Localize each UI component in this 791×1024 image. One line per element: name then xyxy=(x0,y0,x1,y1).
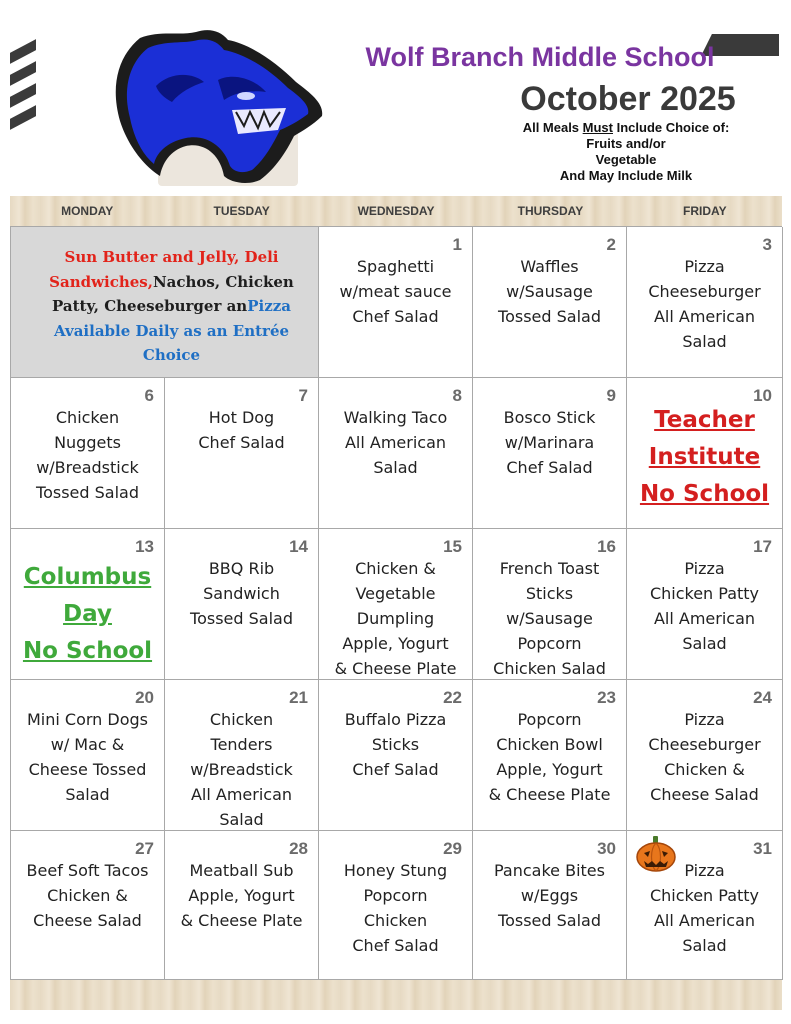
notice-line: No School xyxy=(22,638,153,664)
menu-items xyxy=(323,254,468,329)
menu-item: Pancake Bites xyxy=(494,861,605,880)
menu-item: w/Breadstick xyxy=(36,458,139,477)
day-cell xyxy=(319,378,473,529)
day-cell xyxy=(473,378,627,529)
day-cell xyxy=(319,529,473,680)
menu-item: w/Breadstick xyxy=(190,760,293,779)
menu-item: Salad xyxy=(65,785,110,804)
menu-item: w/ Mac & xyxy=(50,735,125,754)
menu-items xyxy=(477,405,622,480)
day-number: 3 xyxy=(762,235,772,254)
menu-items xyxy=(15,707,160,807)
day-cell xyxy=(627,680,783,831)
day-cell xyxy=(11,831,165,980)
menu-item: Hot Dog xyxy=(208,408,275,427)
menu-item: Dumpling xyxy=(356,609,435,628)
day-number: 14 xyxy=(289,537,308,556)
menu-item: Chicken xyxy=(209,710,274,729)
daily-entree-note-cell xyxy=(11,227,319,378)
menu-item: Tossed Salad xyxy=(36,483,139,502)
menu-item: Sandwich xyxy=(203,584,280,603)
notice-line: Institute xyxy=(648,444,761,470)
menu-item: w/Sausage xyxy=(506,609,593,628)
day-number: 28 xyxy=(289,839,308,858)
day-number: 8 xyxy=(452,386,462,405)
menu-item: Chef Salad xyxy=(198,433,285,452)
day-cell xyxy=(165,529,319,680)
day-number: 10 xyxy=(753,386,772,405)
page-title: October 2025 xyxy=(520,80,736,118)
school-name: Wolf Branch Middle School xyxy=(365,42,715,72)
menu-item: Chicken xyxy=(363,911,428,930)
menu-item: Tenders xyxy=(210,735,273,754)
menu-item: Cheese Salad xyxy=(650,785,759,804)
menu-item: & Cheese Plate xyxy=(488,785,611,804)
notice-line: No School xyxy=(639,481,770,507)
menu-items xyxy=(323,707,468,782)
menu-item: Chicken & xyxy=(47,886,128,905)
menu-item: BBQ Rib xyxy=(208,559,275,578)
menu-items xyxy=(323,405,468,480)
menu-item: Chef Salad xyxy=(352,936,439,955)
day-cell xyxy=(319,227,473,378)
menu-items xyxy=(631,254,778,354)
footer-bar xyxy=(10,980,782,1010)
day-number: 16 xyxy=(597,537,616,556)
weekday-tuesday: TUESDAY xyxy=(213,204,270,218)
menu-item: Apple, Yogurt xyxy=(342,634,449,653)
menu-item: Spaghetti xyxy=(356,257,435,276)
menu-items xyxy=(477,858,622,933)
menu-items xyxy=(15,405,160,505)
day-number: 13 xyxy=(135,537,154,556)
day-cell xyxy=(319,680,473,831)
menu-item: Nuggets xyxy=(54,433,121,452)
menu-item: w/meat sauce xyxy=(339,282,452,301)
menu-items xyxy=(169,405,314,455)
day-cell xyxy=(11,378,165,529)
day-number: 7 xyxy=(298,386,308,405)
menu-items xyxy=(477,707,622,807)
day-number: 21 xyxy=(289,688,308,707)
menu-item: Salad xyxy=(682,332,727,351)
menu-item: Tossed Salad xyxy=(498,307,601,326)
menu-item: Buffalo Pizza xyxy=(344,710,447,729)
menu-item: & Cheese Plate xyxy=(334,659,457,678)
menu-item: Popcorn xyxy=(517,710,582,729)
menu-item: Apple, Yogurt xyxy=(496,760,603,779)
menu-items xyxy=(169,707,314,832)
menu-item: All American xyxy=(344,433,447,452)
notice-line: Columbus xyxy=(23,564,152,590)
weekday-monday: MONDAY xyxy=(61,204,114,218)
menu-item: Chicken xyxy=(55,408,120,427)
day-number: 31 xyxy=(753,839,772,858)
menu-item: Chicken Patty xyxy=(649,584,760,603)
menu-item: Chicken Patty xyxy=(649,886,760,905)
menu-item: Sticks xyxy=(525,584,574,603)
day-number: 9 xyxy=(606,386,616,405)
day-cell xyxy=(165,680,319,831)
menu-item: Salad xyxy=(682,936,727,955)
menu-item: Beef Soft Tacos xyxy=(26,861,149,880)
menu-item: Cheeseburger xyxy=(648,282,761,301)
notice-line: Teacher xyxy=(654,407,755,433)
weekday-header xyxy=(10,196,782,226)
menu-item: All American xyxy=(653,307,756,326)
menu-item: Chicken & xyxy=(355,559,436,578)
day-number: 30 xyxy=(597,839,616,858)
menu-item: Honey Stung xyxy=(343,861,448,880)
menu-item: Popcorn xyxy=(517,634,582,653)
menu-item: Sticks xyxy=(371,735,420,754)
menu-item: Salad xyxy=(219,810,264,829)
menu-item: Cheese Salad xyxy=(33,911,142,930)
day-number: 2 xyxy=(606,235,616,254)
menu-item: Salad xyxy=(682,634,727,653)
day-cell xyxy=(11,680,165,831)
day-number: 20 xyxy=(135,688,154,707)
day-cell xyxy=(627,227,783,378)
menu-item: Popcorn xyxy=(363,886,428,905)
day-cell xyxy=(165,831,319,980)
menu-item: Meatball Sub xyxy=(189,861,294,880)
menu-item: Walking Taco xyxy=(343,408,448,427)
meal-requirements-note: All Meals Must Include Choice of: Fruits and/or Vegetable And May Include Milk xyxy=(522,120,730,183)
decorative-stripes xyxy=(10,36,40,128)
menu-item: Pizza xyxy=(684,257,725,276)
day-number: 22 xyxy=(443,688,462,707)
day-number: 27 xyxy=(135,839,154,858)
menu-items xyxy=(631,858,778,958)
day-number: 15 xyxy=(443,537,462,556)
daily-entree-note: Sun Butter and Jelly, Deli Sandwiches,Nachos, Chicken Patty, Cheeseburger anPizza Available Daily as an Entrée Choice xyxy=(49,248,294,364)
day-cell xyxy=(627,378,783,529)
day-number: 1 xyxy=(452,235,462,254)
day-cell xyxy=(319,831,473,980)
jack-o-lantern-icon xyxy=(635,835,677,873)
weekday-wednesday: WEDNESDAY xyxy=(357,204,435,218)
no-school-notice xyxy=(15,559,160,670)
menu-item: & Cheese Plate xyxy=(180,911,303,930)
menu-items xyxy=(15,858,160,933)
menu-item: All American xyxy=(190,785,293,804)
menu-items xyxy=(631,707,778,807)
menu-items xyxy=(169,858,314,933)
day-cell xyxy=(473,831,627,980)
day-cell xyxy=(627,831,783,980)
menu-items xyxy=(323,858,468,958)
menu-item: Chef Salad xyxy=(506,458,593,477)
menu-item: w/Sausage xyxy=(506,282,593,301)
menu-item: Pizza xyxy=(684,559,725,578)
menu-item: Chicken Salad xyxy=(493,659,606,678)
menu-item: French Toast xyxy=(499,559,600,578)
day-number: 23 xyxy=(597,688,616,707)
menu-item: Cheese Tossed xyxy=(28,760,147,779)
notice-line: Day xyxy=(63,601,112,627)
menu-item: Cheeseburger xyxy=(648,735,761,754)
day-cell xyxy=(11,529,165,680)
day-number: 6 xyxy=(144,386,154,405)
menu-item: Chicken Bowl xyxy=(496,735,603,754)
menu-item: Pizza xyxy=(684,710,725,729)
menu-item: Tossed Salad xyxy=(498,911,601,930)
menu-item: All American xyxy=(653,609,756,628)
wolf-mascot-icon xyxy=(100,26,330,190)
menu-item: Mini Corn Dogs xyxy=(26,710,148,729)
day-number: 29 xyxy=(443,839,462,858)
menu-item: All American xyxy=(653,911,756,930)
menu-items xyxy=(169,556,314,631)
menu-item: Vegetable xyxy=(355,584,436,603)
menu-items xyxy=(323,556,468,681)
weekday-thursday: THURSDAY xyxy=(517,204,584,218)
menu-item: Bosco Stick xyxy=(503,408,596,427)
day-cell xyxy=(473,227,627,378)
day-cell xyxy=(473,680,627,831)
menu-items xyxy=(477,556,622,681)
menu-item: Chicken & xyxy=(664,760,745,779)
menu-item: Waffles xyxy=(520,257,579,276)
menu-item: w/Eggs xyxy=(520,886,579,905)
menu-item: Tossed Salad xyxy=(190,609,293,628)
menu-item: Pizza xyxy=(684,861,725,880)
day-number: 24 xyxy=(753,688,772,707)
menu-item: Chef Salad xyxy=(352,307,439,326)
day-cell xyxy=(165,378,319,529)
no-school-notice xyxy=(631,402,778,513)
weekday-friday: FRIDAY xyxy=(683,204,727,218)
menu-item: Chef Salad xyxy=(352,760,439,779)
day-cell xyxy=(473,529,627,680)
menu-item: w/Marinara xyxy=(504,433,595,452)
menu-items xyxy=(631,556,778,656)
calendar-grid xyxy=(10,226,782,980)
menu-item: Apple, Yogurt xyxy=(188,886,295,905)
menu-items xyxy=(477,254,622,329)
menu-item: Salad xyxy=(373,458,418,477)
day-cell xyxy=(627,529,783,680)
day-number: 17 xyxy=(753,537,772,556)
